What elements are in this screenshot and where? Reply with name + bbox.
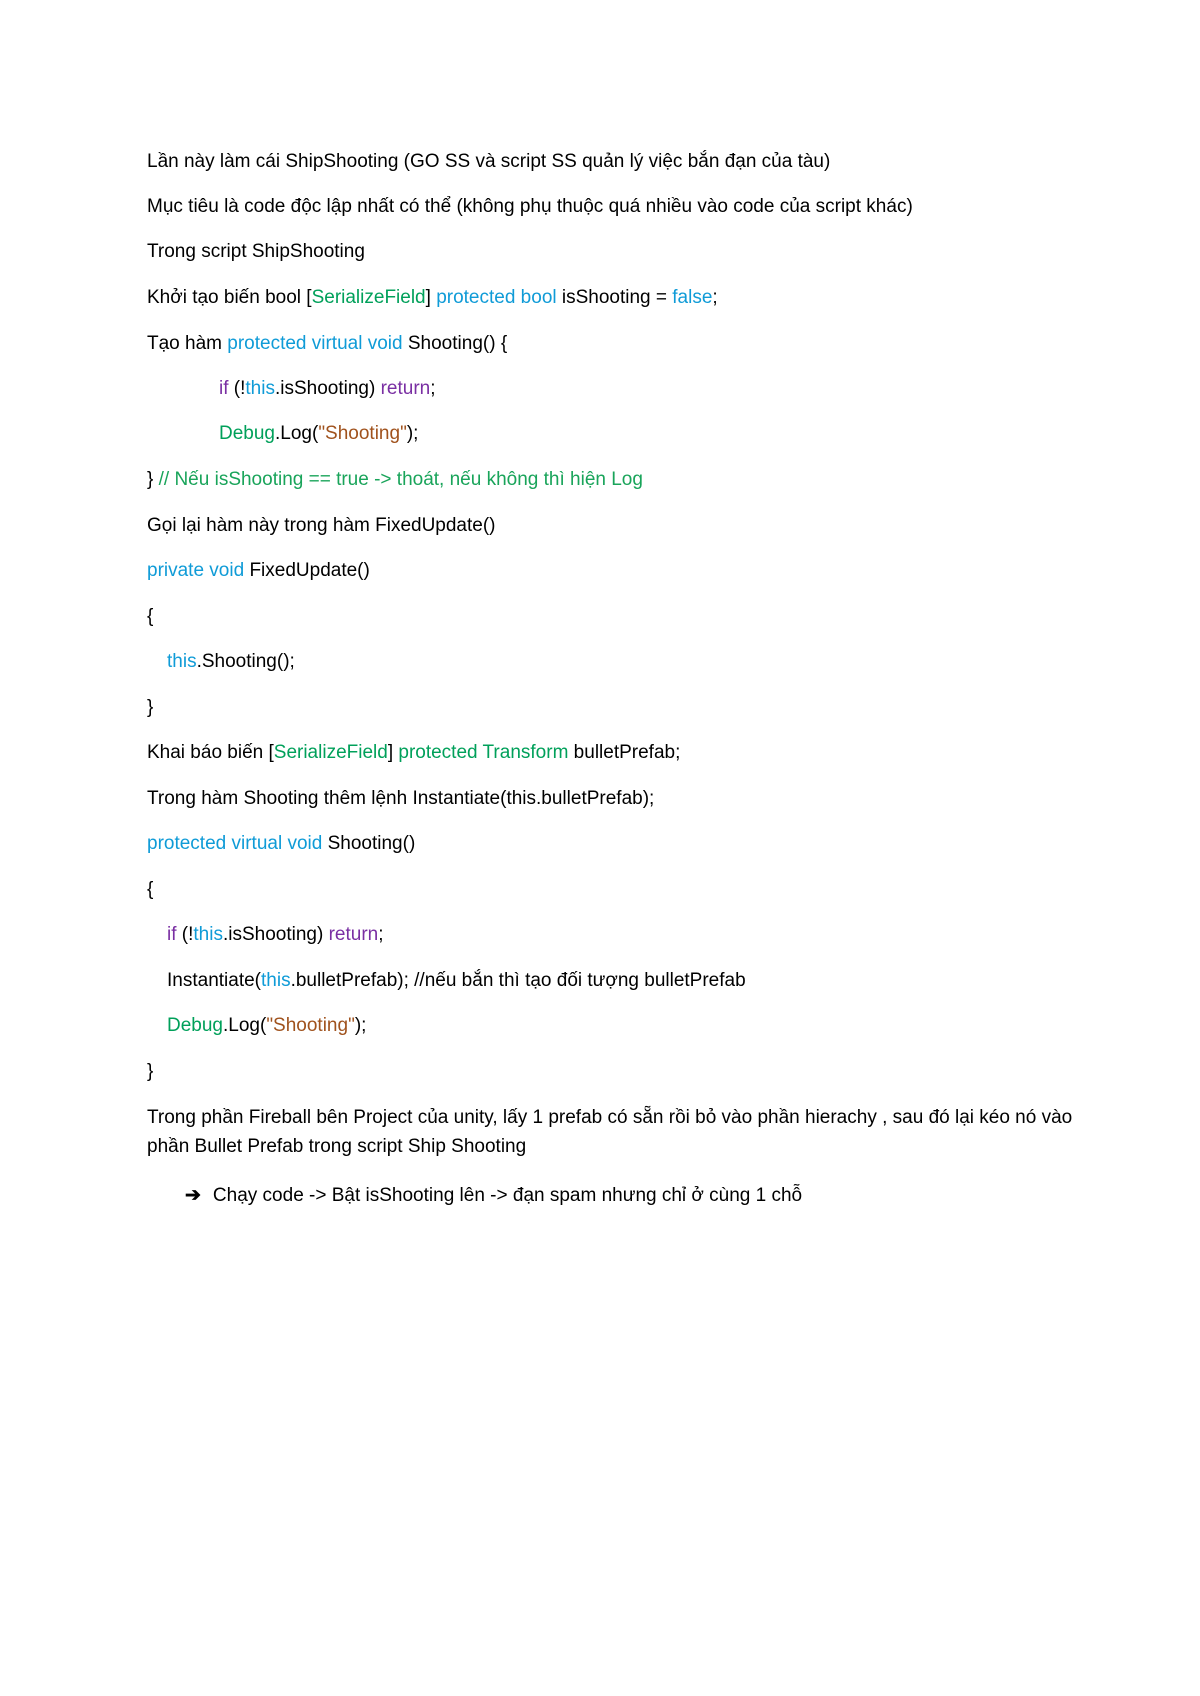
code-comment: // Nếu isShooting == true -> thoát, nếu không thì hiện Log bbox=[158, 469, 643, 490]
keyword-protected-virtual-void: protected virtual void bbox=[147, 833, 323, 854]
text-segment: isShooting = bbox=[556, 287, 673, 308]
paragraph-call-fixedupdate: Gọi lại hàm này trong hàm FixedUpdate() bbox=[147, 515, 496, 536]
text-segment: .Shooting(); bbox=[196, 651, 295, 672]
text-segment: .isShooting) bbox=[222, 924, 329, 945]
paragraph-create-function bbox=[147, 332, 507, 356]
keyword-this: this bbox=[245, 378, 275, 399]
code-line-fixedupdate-signature bbox=[147, 559, 370, 583]
code-line-if-return bbox=[167, 923, 384, 947]
code-line-call-shooting bbox=[167, 650, 295, 674]
text-segment: (! bbox=[228, 378, 246, 399]
attribute-serializefield: SerializeField bbox=[311, 287, 426, 308]
code-line-if-return bbox=[219, 377, 436, 401]
string-literal: "Shooting" bbox=[318, 423, 407, 444]
keyword-protected-virtual-void: protected virtual void bbox=[227, 333, 403, 354]
text-segment: .bulletPrefab); //nếu bắn thì tạo đối tượng bulletPrefab bbox=[290, 970, 746, 991]
text-segment: ] bbox=[387, 742, 399, 763]
text-segment: } bbox=[147, 469, 159, 490]
keyword-if: if bbox=[219, 378, 229, 399]
text-segment: Tạo hàm bbox=[147, 333, 228, 354]
keyword-return: return bbox=[328, 924, 379, 945]
text-segment: ; bbox=[430, 378, 436, 399]
keyword-this: this bbox=[193, 924, 223, 945]
paragraph-bulletprefab-declaration bbox=[147, 741, 680, 765]
code-line-close-brace: } bbox=[147, 1061, 154, 1082]
text-segment: (! bbox=[176, 924, 194, 945]
paragraph-add-instantiate: Trong hàm Shooting thêm lệnh Instantiate(this.bulletPrefab); bbox=[147, 788, 655, 809]
text-segment: Instantiate( bbox=[167, 970, 261, 991]
text-segment: FixedUpdate() bbox=[244, 560, 370, 581]
code-line-open-brace: { bbox=[147, 879, 154, 900]
keyword-protected-bool: protected bool bbox=[436, 287, 557, 308]
paragraph-fireball-instructions: Trong phần Fireball bên Project của unity, lấy 1 prefab có sẵn rồi bỏ vào phần hierachy , sau đó lại kéo nó vào phần Bullet Prefab trong script Ship Shooting bbox=[147, 1107, 1073, 1157]
code-line-instantiate bbox=[167, 969, 746, 993]
paragraph-bool-declaration bbox=[147, 286, 718, 310]
text-segment: ; bbox=[378, 924, 384, 945]
keyword-this: this bbox=[167, 651, 197, 672]
paragraph-script-name: Trong script ShipShooting bbox=[147, 241, 365, 262]
text-segment: ; bbox=[712, 287, 718, 308]
string-literal: "Shooting" bbox=[266, 1015, 355, 1036]
keyword-protected-transform: protected Transform bbox=[398, 742, 569, 763]
keyword-if: if bbox=[167, 924, 177, 945]
type-debug: Debug bbox=[167, 1015, 223, 1036]
keyword-this: this bbox=[261, 970, 291, 991]
text-segment: Khai báo biến [ bbox=[147, 742, 274, 763]
type-debug: Debug bbox=[219, 423, 275, 444]
bullet-result-text: Chạy code -> Bật isShooting lên -> đạn spam nhưng chỉ ở cùng 1 chỗ bbox=[212, 1185, 803, 1206]
code-line-close-brace: } bbox=[147, 697, 154, 718]
keyword-return: return bbox=[380, 378, 431, 399]
text-segment: Khởi tạo biến bool [ bbox=[147, 287, 312, 308]
text-segment: .isShooting) bbox=[274, 378, 381, 399]
keyword-false: false bbox=[672, 287, 713, 308]
paragraph-intro: Lần này làm cái ShipShooting (GO SS và script SS quản lý việc bắn đạn của tàu) bbox=[147, 151, 831, 172]
code-line-debug-log bbox=[219, 422, 418, 446]
code-line-close-brace-comment bbox=[147, 468, 643, 492]
paragraph-goal: Mục tiêu là code độc lập nhất có thể (không phụ thuộc quá nhiều vào code của script khác) bbox=[147, 196, 913, 217]
code-line-open-brace: { bbox=[147, 606, 154, 627]
code-line-debug-log bbox=[167, 1014, 366, 1038]
text-segment: ] bbox=[425, 287, 437, 308]
code-line-shooting-signature bbox=[147, 832, 415, 856]
text-segment: Shooting() { bbox=[402, 333, 508, 354]
text-segment: ); bbox=[354, 1015, 367, 1036]
text-segment: ); bbox=[406, 423, 419, 444]
keyword-private-void: private void bbox=[147, 560, 245, 581]
bullet-result bbox=[185, 1184, 802, 1208]
arrow-right-icon: ➔ bbox=[185, 1185, 201, 1206]
text-segment: bulletPrefab; bbox=[568, 742, 681, 763]
text-segment: .Log( bbox=[275, 423, 319, 444]
attribute-serializefield: SerializeField bbox=[273, 742, 388, 763]
text-segment: Shooting() bbox=[322, 833, 416, 854]
text-segment: .Log( bbox=[223, 1015, 267, 1036]
